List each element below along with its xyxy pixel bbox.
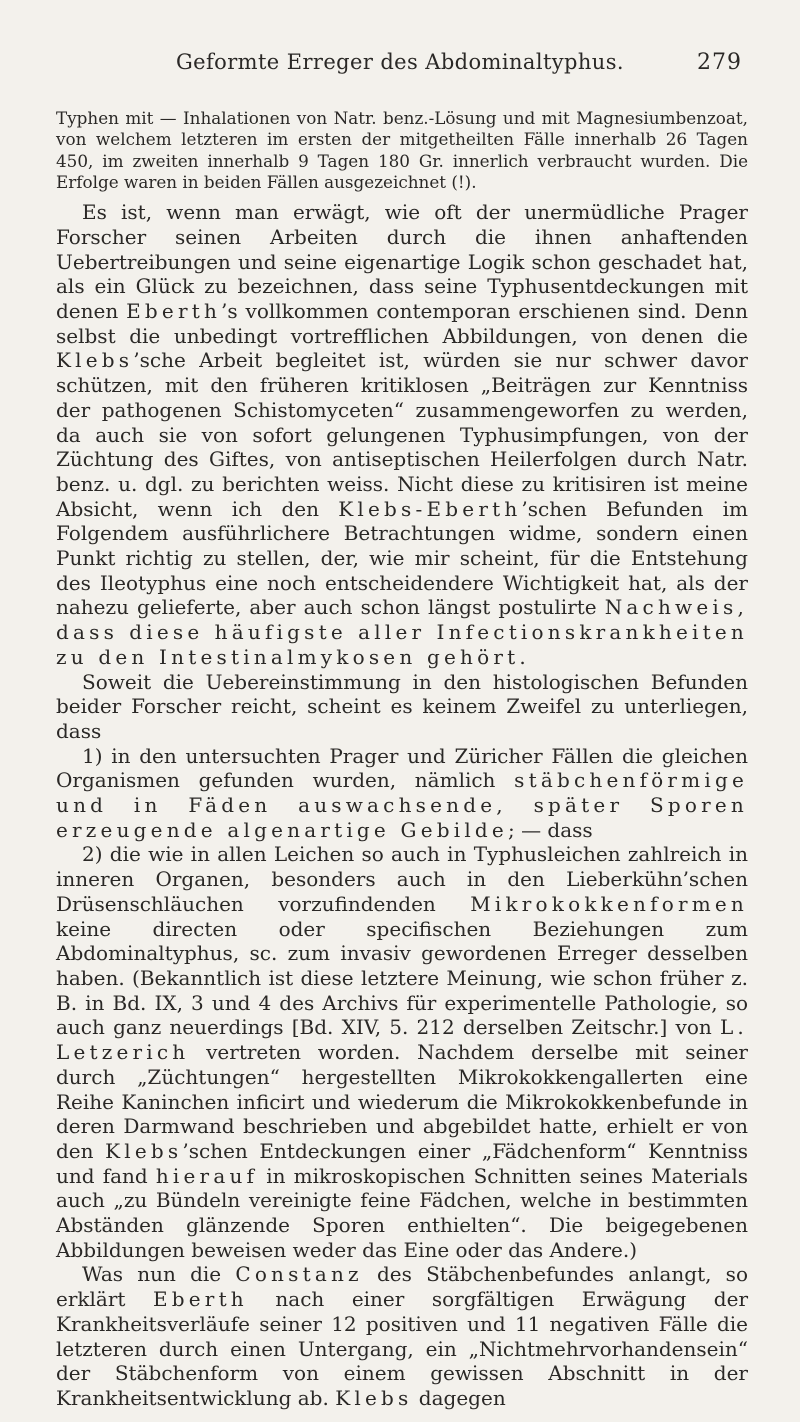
p5-text-g: dagegen — [412, 1385, 506, 1410]
p3-text-a: 1) in den untersuchten Prager und Züricher Fällen die gleichen Organismen gefunden wurden, nämlich — [56, 743, 748, 793]
p1-name-klebs-eberth: Klebs-Eberth — [338, 496, 522, 521]
p1-text-e: ’sche Arbeit begleitet ist, würden sie nur schwer davor schützen, mit den früheren kritiklosen „Beiträgen zur Kenntniss der pathogenen Schistomyceten“ zusammengeworfen zu werden, da auch sie von sofort gelungenen Typhusimpfungen, von der Züchtung des Giftes, von antiseptischen Heilerfolgen durch Natr. benz. u. dgl. zu berichten weiss. Nicht diese zu kritisiren ist meine Absicht, wenn ich den — [56, 348, 748, 521]
p5-emphasis-constanz: Constanz — [235, 1262, 363, 1287]
p4-emphasis-hierauf: hierauf — [155, 1163, 259, 1188]
p3-emphasis-gebilde: stäbchenförmige und in Fäden auswachsende, später Sporen erzeugende algenartige Gebilde — [56, 768, 748, 842]
p4-text-g: ’schen Entdeckungen einer „Fädchenform“ Kenntniss und fand — [56, 1138, 748, 1188]
p5-name-eberth: Eberth — [152, 1287, 248, 1312]
p5-text-e: nach einer sorgfältigen Erwägung der Krankheitsverläufe seiner 12 positiven und 11 negativen Fälle die letzteren durch einen Untergang, ein „Nichtmehrvorhandensein“ der Stäbchenform von einem gewissen Abschnitt in der Krankheitsentwicklung ab. — [56, 1287, 749, 1410]
p4-text-a: 2) die wie in allen Leichen so auch in Typhusleichen zahlreich in inneren Organen, besonders auch in den Lieberkühn’schen Drüsenschläuchen vorzufindenden — [56, 842, 748, 916]
p4-text-e: vertreten worden. Nachdem derselbe mit seiner durch „Züchtungen“ hergestellten Mikrokokkengallerten eine Reihe Kaninchen inficirt und wiederum die Mikrokokkenbefunde in deren Darmwand beschrieben und abgebildet hatte, erhielt er von den — [56, 1040, 748, 1163]
p5-text-c: des Stäbchenbefundes anlangt, so erklärt — [56, 1262, 748, 1312]
p4-name-klebs: Klebs — [105, 1138, 183, 1163]
paragraph-3 — [56, 744, 748, 843]
page-header — [0, 50, 800, 86]
main-text — [56, 200, 748, 1410]
page-body — [56, 108, 748, 1411]
p1-name-klebs: Klebs — [56, 348, 134, 373]
p3-text-c: ; — dass — [507, 817, 593, 842]
p5-text-a: Was nun die — [82, 1262, 236, 1287]
p1-emphasis-nachweis: Nachweis, dass diese häufigste aller Infectionskrankheiten zu den Intestinalmykosen gehört. — [56, 595, 748, 669]
p1-name-eberth: Eberth — [126, 299, 222, 323]
p1-text-c: ’s vollkommen contemporan erschienen sind. Denn selbst die unbedingt vortrefflichen Abbildungen, von denen die — [56, 299, 748, 348]
p5-name-klebs: Klebs — [335, 1385, 413, 1410]
p1-text-g: ’schen Befunden im Folgendem ausführlichere Betrachtungen widme, sondern einen Punkt richtig zu stellen, der, wie mir scheint, für die Entstehung des Ileotyphus eine noch entscheidendere Wichtigkeit hat, als der nahezu gelieferte, aber auch schon längst postulirte — [56, 496, 748, 620]
p1-text-a: Es ist, wenn man erwägt, wie oft der unermüdliche Prager Forscher seinen Arbeiten durch die ihnen anhaftenden Uebertreibungen und seine eigenartige Logik schon geschadet hat, als ein Glück zu bezeichnen, dass seine Typhusentdeckungen mit denen — [56, 200, 748, 323]
paragraph-2: Soweit die Uebereinstimmung in den histologischen Befunden beider Forscher reicht, scheint es keinem Zweifel zu unterliegen, dass — [56, 669, 748, 743]
paragraph-4 — [56, 842, 748, 1262]
p4-text-c: keine directen oder specifischen Beziehungen zum Abdominaltyphus, sc. zum invasiv gewordenen Erreger desselben haben. (Bekanntlich ist diese letztere Meinung, wie schon früher z. B. in Bd. IX, 3 und 4 des Archivs für experimentelle Pathologie, so auch ganz neuerdings [Bd. XIV, 5. 212 derselben Zeitschr.] von — [56, 916, 748, 1040]
p4-emphasis-mikrokokken: Mikrokokkenformen — [470, 891, 748, 916]
paragraph-5 — [56, 1262, 748, 1410]
page-number: 279 — [697, 50, 742, 75]
p4-name-letzerich: L. Letzerich — [56, 1015, 748, 1065]
footnote-continuation: Typhen mit — Inhalationen von Natr. benz.-Lösung und mit Magnesiumbenzoat, von welchem letzteren im ersten der mitgetheilten Fälle innerhalb 26 Tagen 450, im zweiten innerhalb 9 Tagen 180 Gr. innerlich verbraucht wurden. Die Erfolge waren in beiden Fällen ausgezeichnet (!). — [56, 108, 748, 192]
p4-text-i: in mikroskopischen Schnitten seines Materials auch „zu Bündeln vereinigte feine Fädchen, welche in bestimmten Abständen glänzende Sporen enthielten“. Die beigegebenen Abbildungen beweisen weder das Eine oder das Andere.) — [56, 1163, 748, 1262]
paragraph-1 — [56, 200, 748, 669]
running-title: Geformte Erreger des Abdominaltyphus. — [176, 50, 624, 74]
